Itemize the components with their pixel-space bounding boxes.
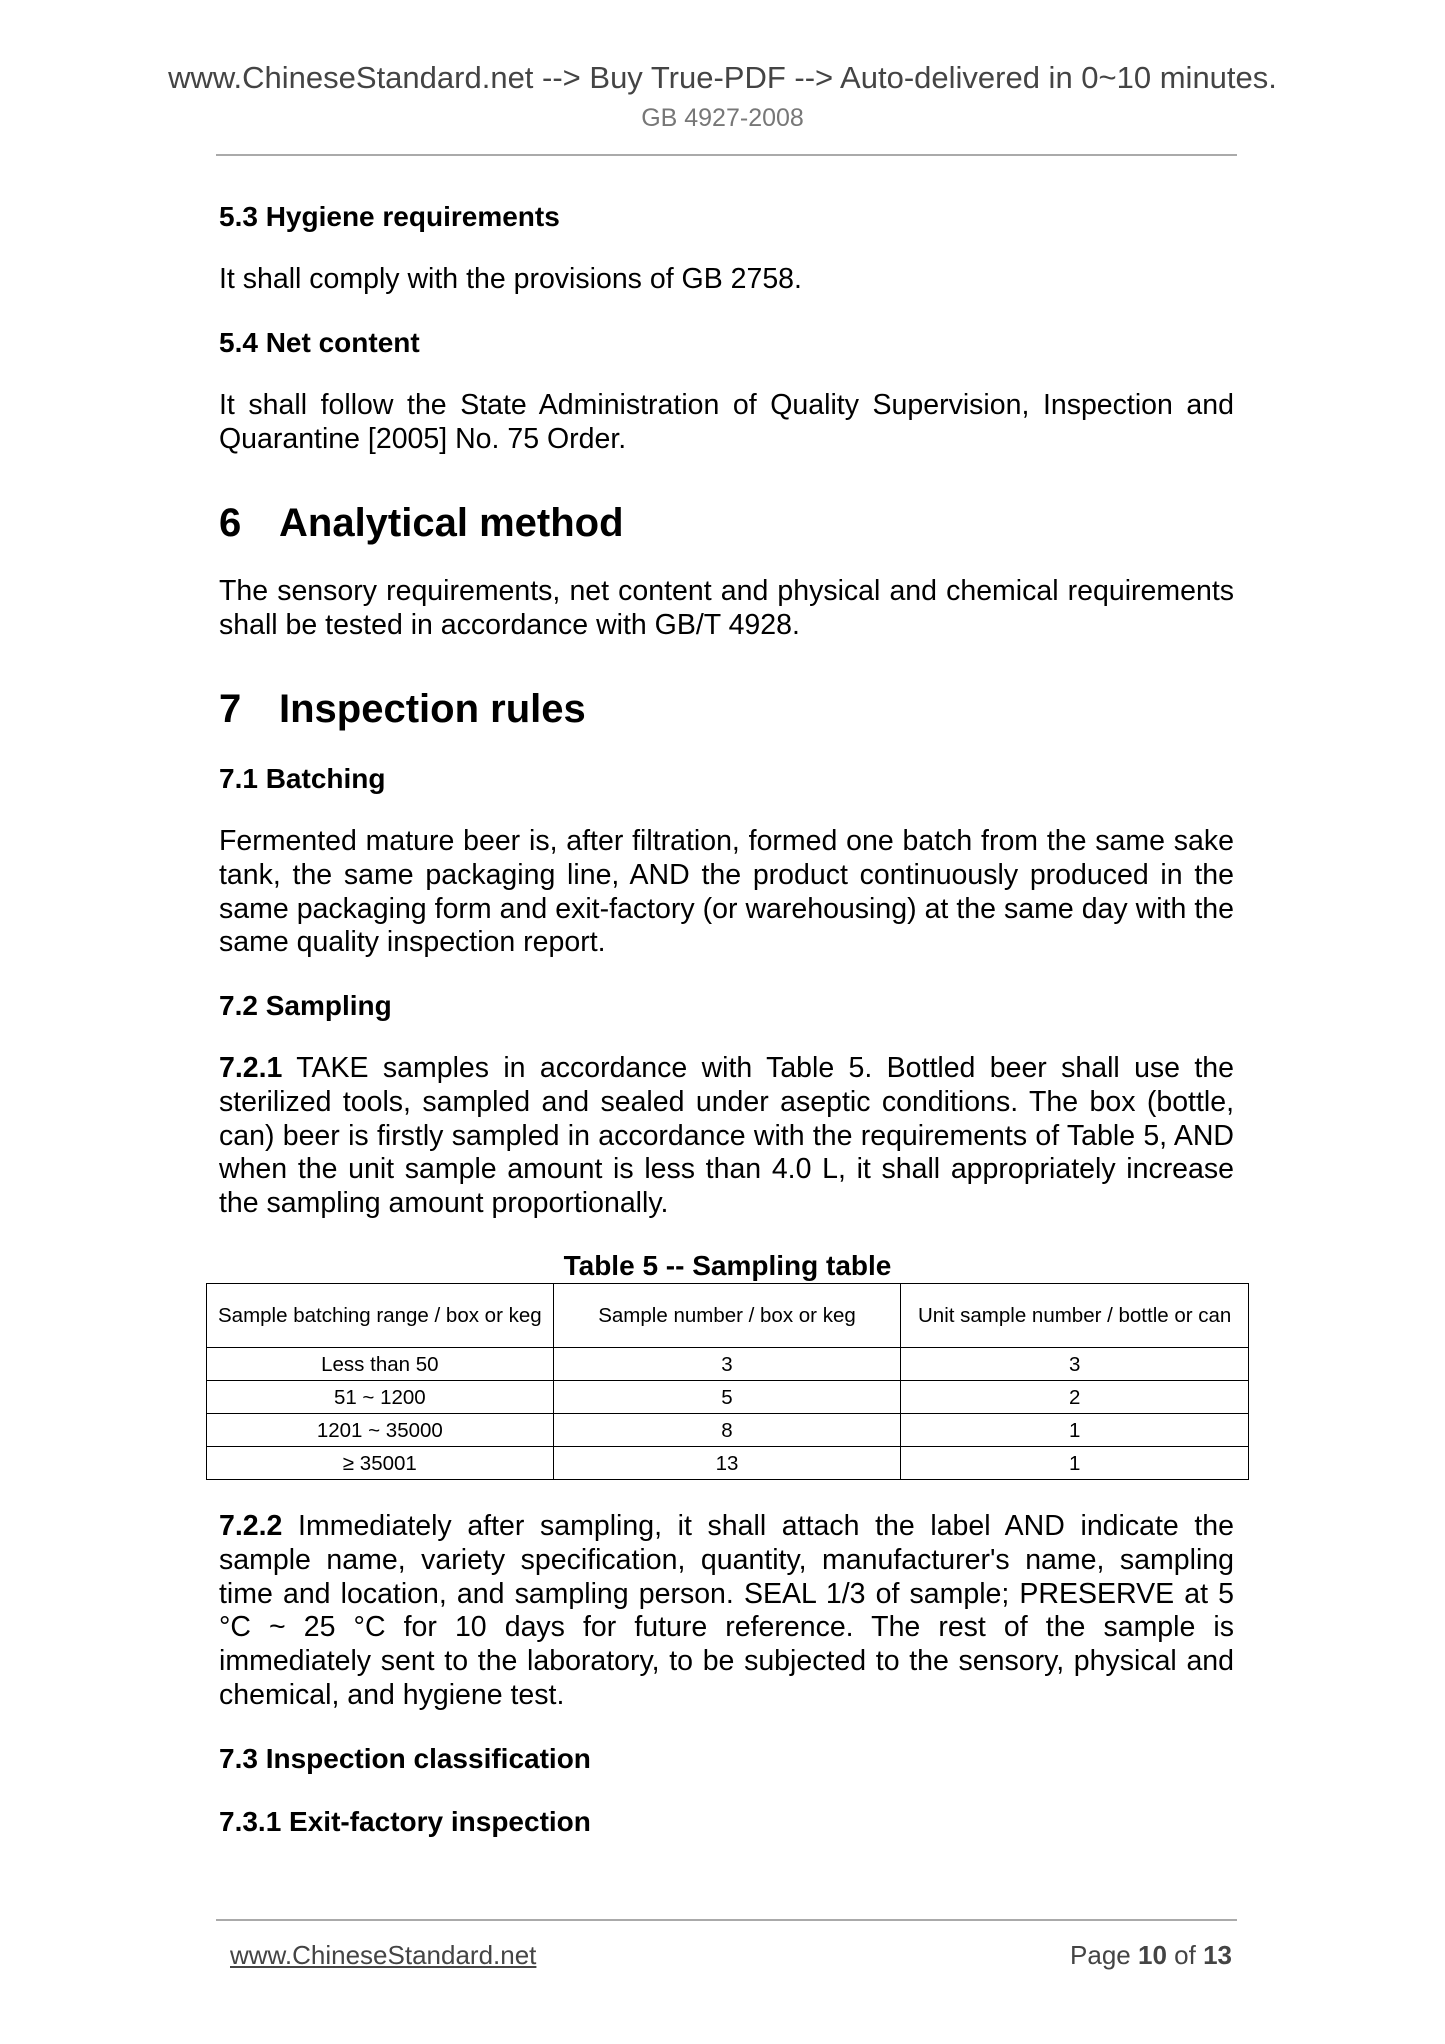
clause-text: Immediately after sampling, it shall attach the label AND indicate the sample name, variety specification, quantity, manufacturer's name, sampling time and location, and sampling person. SEAL 1/3 of sample; PRESERVE at 5 °C ~ 25 °C for 10 days for future reference. The rest of the sample is immediately sent to the laboratory, to be subjected to the sensory, physical and chemical, and hygiene test. bbox=[219, 1510, 1234, 1711]
footer-divider bbox=[216, 1919, 1237, 1921]
heading-7-3: 7.3 Inspection classification bbox=[219, 1743, 591, 1774]
table-cell: 8 bbox=[553, 1414, 901, 1447]
table-header-row bbox=[207, 1284, 1249, 1348]
table-cell: 51 ~ 1200 bbox=[207, 1381, 554, 1414]
table-cell: Less than 50 bbox=[207, 1348, 554, 1381]
page-number: 10 bbox=[1138, 1940, 1167, 1970]
total-pages: 13 bbox=[1203, 1940, 1232, 1970]
table-row bbox=[207, 1414, 1249, 1447]
paragraph-7-1: Fermented mature beer is, after filtration, formed one batch from the same sake tank, the same packaging line, AND the product continuously produced in the same packaging form and exit-factory (or warehousing) at the same day with the same quality inspection report. bbox=[219, 825, 1234, 959]
paragraph-6: The sensory requirements, net content and physical and chemical requirements shall be tested in accordance with GB/T 4928. bbox=[219, 575, 1234, 641]
heading-5-3: 5.3 Hygiene requirements bbox=[219, 201, 560, 232]
page-label: Page bbox=[1070, 1940, 1131, 1970]
table-row bbox=[207, 1381, 1249, 1414]
page-indicator bbox=[1070, 1940, 1232, 1971]
heading-7 bbox=[219, 686, 586, 732]
table-row bbox=[207, 1447, 1249, 1480]
header-divider bbox=[216, 154, 1237, 156]
paragraph-5-4: It shall follow the State Administration of Quality Supervision, Inspection and Quarantine [2005] No. 75 Order. bbox=[219, 389, 1234, 455]
section-title: Inspection rules bbox=[279, 687, 586, 731]
table-cell: 5 bbox=[553, 1381, 901, 1414]
sampling-table bbox=[206, 1283, 1249, 1480]
clause-text: TAKE samples in accordance with Table 5. Bottled beer shall use the sterilized tools, sampled and sealed under aseptic conditions. The box (bottle, can) beer is firstly sampled in accordance with the requirements of Table 5, AND when the unit sample amount is less than 4.0 L, it shall appropriately increase the sampling amount proportionally. bbox=[219, 1052, 1234, 1220]
footer-link[interactable] bbox=[230, 1940, 536, 1971]
section-number: 6 bbox=[219, 501, 242, 545]
paragraph-7-2-1 bbox=[219, 1052, 1234, 1221]
section-number: 7 bbox=[219, 687, 242, 731]
table-cell: 1 bbox=[901, 1447, 1249, 1480]
table-cell: 1201 ~ 35000 bbox=[207, 1414, 554, 1447]
table-cell: 1 bbox=[901, 1414, 1249, 1447]
heading-7-2: 7.2 Sampling bbox=[219, 990, 392, 1021]
table-cell: 3 bbox=[901, 1348, 1249, 1381]
table-row bbox=[207, 1348, 1249, 1381]
table-cell: 13 bbox=[553, 1447, 901, 1480]
paragraph-7-2-2 bbox=[219, 1510, 1234, 1713]
clause-number: 7.2.1 bbox=[219, 1052, 283, 1084]
of-label: of bbox=[1174, 1940, 1196, 1970]
clause-number: 7.2.2 bbox=[219, 1510, 283, 1542]
header-banner: www.ChineseStandard.net --> Buy True-PDF --> Auto-delivered in 0~10 minutes. bbox=[168, 60, 1277, 95]
table-cell: 3 bbox=[553, 1348, 901, 1381]
column-header: Sample number / box or keg bbox=[553, 1284, 901, 1348]
table-cell: ≥ 35001 bbox=[207, 1447, 554, 1480]
table-cell: 2 bbox=[901, 1381, 1249, 1414]
paragraph-5-3: It shall comply with the provisions of GB 2758. bbox=[219, 263, 802, 295]
heading-6 bbox=[219, 500, 624, 546]
column-header: Unit sample number / bottle or can bbox=[901, 1284, 1249, 1348]
section-title: Analytical method bbox=[279, 501, 624, 545]
column-header: Sample batching range / box or keg bbox=[207, 1284, 554, 1348]
document-id: GB 4927-2008 bbox=[641, 104, 804, 132]
site-link[interactable]: www.ChineseStandard.net bbox=[230, 1940, 537, 1970]
heading-7-1: 7.1 Batching bbox=[219, 763, 386, 794]
heading-7-3-1: 7.3.1 Exit-factory inspection bbox=[219, 1806, 591, 1837]
table-caption: Table 5 -- Sampling table bbox=[563, 1250, 892, 1281]
heading-5-4: 5.4 Net content bbox=[219, 327, 420, 358]
